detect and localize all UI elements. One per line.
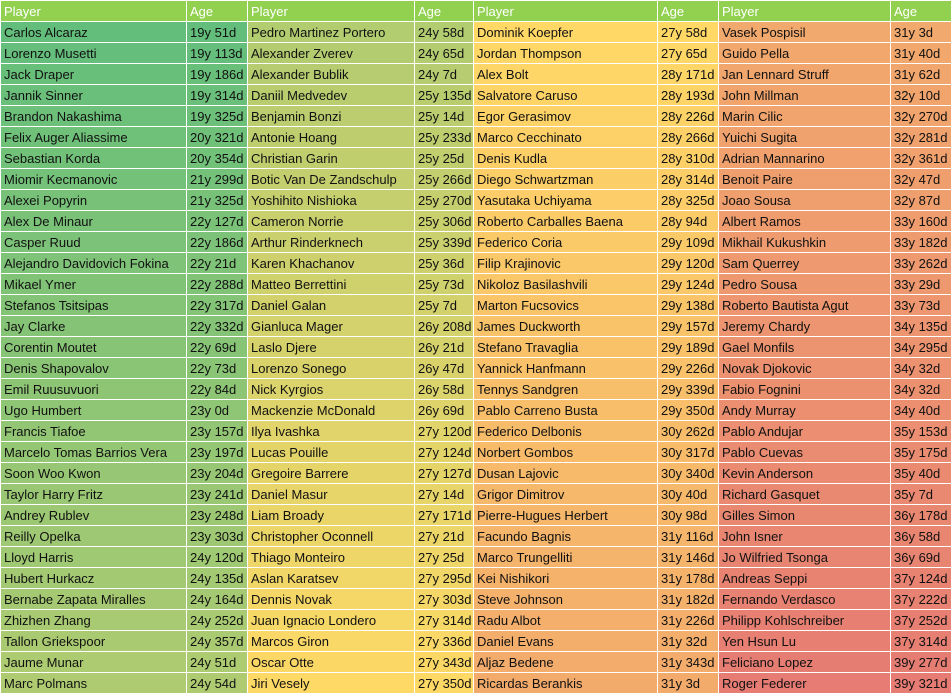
player-name-cell[interactable]: Stefano Travaglia (474, 337, 658, 358)
player-name-cell[interactable]: Pedro Martinez Portero (248, 22, 415, 43)
player-age-cell[interactable]: 30y 98d (658, 505, 719, 526)
player-age-cell[interactable]: 32y 87d (891, 190, 951, 211)
table-row (1, 547, 951, 568)
player-age-cell[interactable]: 35y 40d (891, 463, 951, 484)
player-name-cell[interactable]: Alexander Zverev (248, 43, 415, 64)
player-age-cell[interactable]: 25y 73d (415, 274, 474, 295)
player-name-cell[interactable]: Roberto Bautista Agut (719, 295, 891, 316)
player-name-cell[interactable]: Dennis Novak (248, 589, 415, 610)
table-row (1, 631, 951, 652)
player-name-cell[interactable]: Felix Auger Aliassime (1, 127, 187, 148)
table-row (1, 169, 951, 190)
player-name-cell[interactable]: Alex Bolt (474, 64, 658, 85)
player-name-cell[interactable]: Gael Monfils (719, 337, 891, 358)
player-age-cell[interactable]: 19y 113d (187, 43, 248, 64)
player-name-cell[interactable]: Nick Kyrgios (248, 379, 415, 400)
player-name-cell[interactable]: Albert Ramos (719, 211, 891, 232)
player-age-cell[interactable]: 31y 3d (658, 673, 719, 694)
player-name-cell[interactable]: Joao Sousa (719, 190, 891, 211)
player-name-cell[interactable]: Mackenzie McDonald (248, 400, 415, 421)
player-name-cell[interactable]: Federico Coria (474, 232, 658, 253)
player-name-cell[interactable]: Pierre-Hugues Herbert (474, 505, 658, 526)
player-age-cell[interactable]: 25y 266d (415, 169, 474, 190)
player-age-cell[interactable]: 28y 266d (658, 127, 719, 148)
player-age-cell[interactable]: 32y 281d (891, 127, 951, 148)
player-name-cell[interactable]: Jo Wilfried Tsonga (719, 547, 891, 568)
player-age-cell[interactable]: 31y 182d (658, 589, 719, 610)
player-header[interactable]: Player (1, 1, 187, 22)
player-name-cell[interactable]: Filip Krajinovic (474, 253, 658, 274)
age-header[interactable]: Age (415, 1, 474, 22)
player-name-cell[interactable]: Norbert Gombos (474, 442, 658, 463)
player-age-cell[interactable]: 24y 7d (415, 64, 474, 85)
table-row (1, 190, 951, 211)
player-age-cell[interactable]: 33y 262d (891, 253, 951, 274)
player-age-cell[interactable]: 27y 314d (415, 610, 474, 631)
player-name-cell[interactable]: Gilles Simon (719, 505, 891, 526)
player-age-cell[interactable]: 31y 62d (891, 64, 951, 85)
player-name-cell[interactable]: Matteo Berrettini (248, 274, 415, 295)
player-age-cell[interactable]: 30y 262d (658, 421, 719, 442)
player-name-cell[interactable]: Yannick Hanfmann (474, 358, 658, 379)
table-row (1, 337, 951, 358)
player-age-cell[interactable]: 35y 175d (891, 442, 951, 463)
player-age-cell[interactable]: 29y 350d (658, 400, 719, 421)
player-age-cell[interactable]: 21y 325d (187, 190, 248, 211)
player-name-cell[interactable]: Daniel Evans (474, 631, 658, 652)
player-age-cell[interactable]: 31y 3d (891, 22, 951, 43)
player-name-cell[interactable]: Jaume Munar (1, 652, 187, 673)
player-name-cell[interactable]: Alex De Minaur (1, 211, 187, 232)
player-name-cell[interactable]: Andreas Seppi (719, 568, 891, 589)
player-name-cell[interactable]: Tennys Sandgren (474, 379, 658, 400)
player-age-cell[interactable]: 28y 325d (658, 190, 719, 211)
player-name-cell[interactable]: Roberto Carballes Baena (474, 211, 658, 232)
player-name-cell[interactable]: Yuichi Sugita (719, 127, 891, 148)
table-row (1, 589, 951, 610)
player-name-cell[interactable]: Aslan Karatsev (248, 568, 415, 589)
player-age-cell[interactable]: 23y 303d (187, 526, 248, 547)
player-age-cell[interactable]: 27y 14d (415, 484, 474, 505)
player-name-cell[interactable]: Marc Polmans (1, 673, 187, 694)
player-name-cell[interactable]: Vasek Pospisil (719, 22, 891, 43)
player-name-cell[interactable]: Benjamin Bonzi (248, 106, 415, 127)
table-row (1, 22, 951, 43)
player-name-cell[interactable]: Federico Delbonis (474, 421, 658, 442)
player-name-cell[interactable]: Bernabe Zapata Miralles (1, 589, 187, 610)
player-age-cell[interactable]: 27y 336d (415, 631, 474, 652)
player-age-cell[interactable]: 33y 73d (891, 295, 951, 316)
player-name-cell[interactable]: Pablo Cuevas (719, 442, 891, 463)
player-name-cell[interactable]: Stefanos Tsitsipas (1, 295, 187, 316)
player-age-cell[interactable]: 19y 314d (187, 85, 248, 106)
player-age-cell[interactable]: 33y 29d (891, 274, 951, 295)
player-name-cell[interactable]: Arthur Rinderknech (248, 232, 415, 253)
player-age-cell[interactable]: 27y 25d (415, 547, 474, 568)
table-row (1, 295, 951, 316)
table-row (1, 673, 951, 694)
player-age-cell[interactable]: 37y 252d (891, 610, 951, 631)
player-age-cell[interactable]: 23y 157d (187, 421, 248, 442)
player-age-cell[interactable]: 29y 109d (658, 232, 719, 253)
player-name-cell[interactable]: Reilly Opelka (1, 526, 187, 547)
player-name-cell[interactable]: Steve Johnson (474, 589, 658, 610)
player-age-cell[interactable]: 30y 317d (658, 442, 719, 463)
player-name-cell[interactable]: Aljaz Bedene (474, 652, 658, 673)
player-name-cell[interactable]: Yen Hsun Lu (719, 631, 891, 652)
player-age-cell[interactable]: 37y 314d (891, 631, 951, 652)
player-name-cell[interactable]: Denis Shapovalov (1, 358, 187, 379)
player-age-cell[interactable]: 26y 21d (415, 337, 474, 358)
player-age-cell[interactable]: 22y 288d (187, 274, 248, 295)
player-name-cell[interactable]: Adrian Mannarino (719, 148, 891, 169)
player-name-cell[interactable]: Zhizhen Zhang (1, 610, 187, 631)
player-header[interactable]: Player (474, 1, 658, 22)
player-age-cell[interactable]: 37y 222d (891, 589, 951, 610)
player-age-cell[interactable]: 25y 339d (415, 232, 474, 253)
player-age-cell[interactable]: 34y 40d (891, 400, 951, 421)
player-age-cell[interactable]: 39y 321d (891, 673, 951, 694)
player-name-cell[interactable]: Roger Federer (719, 673, 891, 694)
player-name-cell[interactable]: Karen Khachanov (248, 253, 415, 274)
player-name-cell[interactable]: Emil Ruusuvuori (1, 379, 187, 400)
player-name-cell[interactable]: Philipp Kohlschreiber (719, 610, 891, 631)
player-name-cell[interactable]: Mikhail Kukushkin (719, 232, 891, 253)
table-row (1, 85, 951, 106)
player-age-cell[interactable]: 26y 58d (415, 379, 474, 400)
player-name-cell[interactable]: Christian Garin (248, 148, 415, 169)
player-name-cell[interactable]: John Isner (719, 526, 891, 547)
player-age-cell[interactable]: 21y 299d (187, 169, 248, 190)
table-row (1, 211, 951, 232)
table-row (1, 379, 951, 400)
player-name-cell[interactable]: Kei Nishikori (474, 568, 658, 589)
age-header[interactable]: Age (187, 1, 248, 22)
player-age-cell[interactable]: 22y 69d (187, 337, 248, 358)
player-name-cell[interactable]: Dominik Koepfer (474, 22, 658, 43)
player-name-cell[interactable]: John Millman (719, 85, 891, 106)
player-age-cell[interactable]: 24y 54d (187, 673, 248, 694)
player-age-cell[interactable]: 32y 270d (891, 106, 951, 127)
player-name-cell[interactable]: Marco Cecchinato (474, 127, 658, 148)
player-name-cell[interactable]: Marton Fucsovics (474, 295, 658, 316)
player-age-cell[interactable]: 23y 241d (187, 484, 248, 505)
player-name-cell[interactable]: Soon Woo Kwon (1, 463, 187, 484)
player-name-cell[interactable]: Tallon Griekspoor (1, 631, 187, 652)
player-age-cell[interactable]: 29y 189d (658, 337, 719, 358)
player-name-cell[interactable]: Juan Ignacio Londero (248, 610, 415, 631)
player-age-cell[interactable]: 25y 233d (415, 127, 474, 148)
player-name-cell[interactable]: Lloyd Harris (1, 547, 187, 568)
player-name-cell[interactable]: Cameron Norrie (248, 211, 415, 232)
player-age-cell[interactable]: 28y 193d (658, 85, 719, 106)
player-name-cell[interactable]: Radu Albot (474, 610, 658, 631)
table-row (1, 400, 951, 421)
player-name-cell[interactable]: Gregoire Barrere (248, 463, 415, 484)
player-name-cell[interactable]: Lorenzo Musetti (1, 43, 187, 64)
player-name-cell[interactable]: Gianluca Mager (248, 316, 415, 337)
player-age-cell[interactable]: 22y 84d (187, 379, 248, 400)
player-age-cell[interactable]: 22y 21d (187, 253, 248, 274)
player-name-cell[interactable]: Hubert Hurkacz (1, 568, 187, 589)
player-age-cell[interactable]: 31y 32d (658, 631, 719, 652)
player-age-cell[interactable]: 33y 160d (891, 211, 951, 232)
player-age-cell[interactable]: 24y 357d (187, 631, 248, 652)
player-age-cell[interactable]: 20y 321d (187, 127, 248, 148)
player-name-cell[interactable]: Jannik Sinner (1, 85, 187, 106)
table-row (1, 610, 951, 631)
player-age-cell[interactable]: 36y 58d (891, 526, 951, 547)
player-age-cell[interactable]: 29y 138d (658, 295, 719, 316)
player-name-cell[interactable]: Guido Pella (719, 43, 891, 64)
table-row (1, 358, 951, 379)
table-row (1, 568, 951, 589)
player-age-cell[interactable]: 24y 164d (187, 589, 248, 610)
table-row (1, 316, 951, 337)
player-name-cell[interactable]: Corentin Moutet (1, 337, 187, 358)
player-name-cell[interactable]: Jiri Vesely (248, 673, 415, 694)
player-name-cell[interactable]: Jan Lennard Struff (719, 64, 891, 85)
player-name-cell[interactable]: Pedro Sousa (719, 274, 891, 295)
player-name-cell[interactable]: Facundo Bagnis (474, 526, 658, 547)
player-name-cell[interactable]: Yasutaka Uchiyama (474, 190, 658, 211)
player-age-cell[interactable]: 32y 10d (891, 85, 951, 106)
player-name-cell[interactable]: Fabio Fognini (719, 379, 891, 400)
player-age-cell[interactable]: 24y 120d (187, 547, 248, 568)
player-name-cell[interactable]: Mikael Ymer (1, 274, 187, 295)
player-age-cell[interactable]: 30y 40d (658, 484, 719, 505)
header-row (1, 1, 951, 22)
player-age-cell[interactable]: 34y 295d (891, 337, 951, 358)
player-name-cell[interactable]: Ricardas Berankis (474, 673, 658, 694)
player-age-cell[interactable]: 25y 25d (415, 148, 474, 169)
player-name-cell[interactable]: Kevin Anderson (719, 463, 891, 484)
player-age-cell[interactable]: 22y 186d (187, 232, 248, 253)
player-age-cell[interactable]: 28y 310d (658, 148, 719, 169)
player-age-cell[interactable]: 31y 116d (658, 526, 719, 547)
player-name-cell[interactable]: Yoshihito Nishioka (248, 190, 415, 211)
player-name-cell[interactable]: Ugo Humbert (1, 400, 187, 421)
player-name-cell[interactable]: Benoit Paire (719, 169, 891, 190)
player-name-cell[interactable]: Marcos Giron (248, 631, 415, 652)
player-name-cell[interactable]: Grigor Dimitrov (474, 484, 658, 505)
player-age-cell[interactable]: 27y 350d (415, 673, 474, 694)
player-name-cell[interactable]: Liam Broady (248, 505, 415, 526)
player-header[interactable]: Player (248, 1, 415, 22)
player-age-cell[interactable]: 29y 226d (658, 358, 719, 379)
player-age-cell[interactable]: 28y 226d (658, 106, 719, 127)
age-header[interactable]: Age (658, 1, 719, 22)
player-age-cell[interactable]: 35y 153d (891, 421, 951, 442)
table-row (1, 484, 951, 505)
player-age-cell[interactable]: 23y 0d (187, 400, 248, 421)
player-name-cell[interactable]: James Duckworth (474, 316, 658, 337)
player-name-cell[interactable]: Miomir Kecmanovic (1, 169, 187, 190)
player-age-cell[interactable]: 30y 340d (658, 463, 719, 484)
player-name-cell[interactable]: Thiago Monteiro (248, 547, 415, 568)
player-name-cell[interactable]: Carlos Alcaraz (1, 22, 187, 43)
player-name-cell[interactable]: Dusan Lajovic (474, 463, 658, 484)
player-name-cell[interactable]: Pablo Andujar (719, 421, 891, 442)
player-age-cell[interactable]: 25y 14d (415, 106, 474, 127)
player-age-cell[interactable]: 29y 339d (658, 379, 719, 400)
player-age-cell[interactable]: 20y 354d (187, 148, 248, 169)
player-name-cell[interactable]: Nikoloz Basilashvili (474, 274, 658, 295)
player-age-cell[interactable]: 27y 127d (415, 463, 474, 484)
player-name-cell[interactable]: Laslo Djere (248, 337, 415, 358)
player-name-cell[interactable]: Egor Gerasimov (474, 106, 658, 127)
player-name-cell[interactable]: Alexander Bublik (248, 64, 415, 85)
player-age-cell[interactable]: 31y 146d (658, 547, 719, 568)
table-row (1, 463, 951, 484)
player-age-cell[interactable]: 27y 65d (658, 43, 719, 64)
player-age-cell[interactable]: 25y 135d (415, 85, 474, 106)
player-name-cell[interactable]: Sebastian Korda (1, 148, 187, 169)
player-age-cell[interactable]: 24y 65d (415, 43, 474, 64)
player-name-cell[interactable]: Brandon Nakashima (1, 106, 187, 127)
player-name-cell[interactable]: Jack Draper (1, 64, 187, 85)
table-row (1, 148, 951, 169)
player-age-cell[interactable]: 19y 186d (187, 64, 248, 85)
player-name-cell[interactable]: Diego Schwartzman (474, 169, 658, 190)
player-age-cell[interactable]: 27y 21d (415, 526, 474, 547)
player-age-cell[interactable]: 32y 47d (891, 169, 951, 190)
player-age-cell[interactable]: 22y 317d (187, 295, 248, 316)
player-age-cell[interactable]: 26y 69d (415, 400, 474, 421)
player-age-cell[interactable]: 31y 40d (891, 43, 951, 64)
player-age-cell[interactable]: 36y 178d (891, 505, 951, 526)
player-name-cell[interactable]: Marin Cilic (719, 106, 891, 127)
player-age-cell[interactable]: 25y 270d (415, 190, 474, 211)
player-age-cell[interactable]: 36y 69d (891, 547, 951, 568)
player-age-cell[interactable]: 28y 171d (658, 64, 719, 85)
player-age-cell[interactable]: 22y 73d (187, 358, 248, 379)
player-age-cell[interactable]: 28y 94d (658, 211, 719, 232)
table-row (1, 505, 951, 526)
player-age-cell[interactable]: 32y 361d (891, 148, 951, 169)
player-age-cell[interactable]: 29y 157d (658, 316, 719, 337)
player-age-cell[interactable]: 24y 58d (415, 22, 474, 43)
table-row (1, 232, 951, 253)
player-age-cell[interactable]: 27y 124d (415, 442, 474, 463)
player-age-cell[interactable]: 23y 248d (187, 505, 248, 526)
player-age-cell[interactable]: 24y 51d (187, 652, 248, 673)
table-row (1, 526, 951, 547)
player-age-cell[interactable]: 22y 127d (187, 211, 248, 232)
player-age-cell[interactable]: 26y 208d (415, 316, 474, 337)
player-name-cell[interactable]: Francis Tiafoe (1, 421, 187, 442)
player-name-cell[interactable]: Christopher Oconnell (248, 526, 415, 547)
player-name-cell[interactable]: Alejandro Davidovich Fokina (1, 253, 187, 274)
player-name-cell[interactable]: Ilya Ivashka (248, 421, 415, 442)
player-age-cell[interactable]: 39y 277d (891, 652, 951, 673)
player-age-cell[interactable]: 34y 135d (891, 316, 951, 337)
player-age-cell[interactable]: 28y 314d (658, 169, 719, 190)
age-header[interactable]: Age (891, 1, 951, 22)
player-name-cell[interactable]: Jordan Thompson (474, 43, 658, 64)
player-age-cell[interactable]: 31y 226d (658, 610, 719, 631)
player-name-cell[interactable]: Richard Gasquet (719, 484, 891, 505)
player-age-cell[interactable]: 29y 120d (658, 253, 719, 274)
table-row (1, 106, 951, 127)
player-name-cell[interactable]: Alexei Popyrin (1, 190, 187, 211)
player-name-cell[interactable]: Taylor Harry Fritz (1, 484, 187, 505)
player-header[interactable]: Player (719, 1, 891, 22)
player-age-cell[interactable]: 26y 47d (415, 358, 474, 379)
player-name-cell[interactable]: Daniel Masur (248, 484, 415, 505)
player-name-cell[interactable]: Sam Querrey (719, 253, 891, 274)
player-name-cell[interactable]: Jay Clarke (1, 316, 187, 337)
player-age-cell[interactable]: 35y 7d (891, 484, 951, 505)
table-row (1, 652, 951, 673)
player-age-cell[interactable]: 33y 182d (891, 232, 951, 253)
player-name-cell[interactable]: Novak Djokovic (719, 358, 891, 379)
table-row (1, 43, 951, 64)
player-age-cell[interactable]: 19y 51d (187, 22, 248, 43)
player-age-cell[interactable]: 23y 204d (187, 463, 248, 484)
player-age-cell[interactable]: 27y 120d (415, 421, 474, 442)
table-row (1, 127, 951, 148)
player-age-cell[interactable]: 31y 343d (658, 652, 719, 673)
player-name-cell[interactable]: Marcelo Tomas Barrios Vera (1, 442, 187, 463)
player-age-cell[interactable]: 25y 36d (415, 253, 474, 274)
player-age-cell[interactable]: 37y 124d (891, 568, 951, 589)
player-name-cell[interactable]: Lorenzo Sonego (248, 358, 415, 379)
player-age-cell[interactable]: 27y 303d (415, 589, 474, 610)
table-row (1, 253, 951, 274)
player-name-cell[interactable]: Botic Van De Zandschulp (248, 169, 415, 190)
player-age-cell[interactable]: 34y 32d (891, 358, 951, 379)
player-name-cell[interactable]: Daniil Medvedev (248, 85, 415, 106)
player-age-cell[interactable]: 27y 171d (415, 505, 474, 526)
player-name-cell[interactable]: Andrey Rublev (1, 505, 187, 526)
player-age-cell[interactable]: 25y 306d (415, 211, 474, 232)
player-name-cell[interactable]: Antonie Hoang (248, 127, 415, 148)
player-age-cell[interactable]: 25y 7d (415, 295, 474, 316)
player-age-cell[interactable]: 27y 58d (658, 22, 719, 43)
player-name-cell[interactable]: Denis Kudla (474, 148, 658, 169)
player-name-cell[interactable]: Jeremy Chardy (719, 316, 891, 337)
player-name-cell[interactable]: Feliciano Lopez (719, 652, 891, 673)
player-name-cell[interactable]: Pablo Carreno Busta (474, 400, 658, 421)
player-name-cell[interactable]: Andy Murray (719, 400, 891, 421)
player-age-cell[interactable]: 34y 32d (891, 379, 951, 400)
player-age-cell[interactable]: 23y 197d (187, 442, 248, 463)
player-age-cell[interactable]: 24y 252d (187, 610, 248, 631)
player-age-cell[interactable]: 24y 135d (187, 568, 248, 589)
player-age-cell[interactable]: 27y 295d (415, 568, 474, 589)
player-age-cell[interactable]: 29y 124d (658, 274, 719, 295)
player-age-cell[interactable]: 31y 178d (658, 568, 719, 589)
player-name-cell[interactable]: Daniel Galan (248, 295, 415, 316)
table-row (1, 442, 951, 463)
player-age-cell[interactable]: 27y 343d (415, 652, 474, 673)
table-row (1, 64, 951, 85)
player-name-cell[interactable]: Lucas Pouille (248, 442, 415, 463)
player-name-cell[interactable]: Oscar Otte (248, 652, 415, 673)
player-age-cell[interactable]: 22y 332d (187, 316, 248, 337)
player-name-cell[interactable]: Marco Trungelliti (474, 547, 658, 568)
table-row (1, 421, 951, 442)
table-row (1, 274, 951, 295)
player-name-cell[interactable]: Fernando Verdasco (719, 589, 891, 610)
player-age-cell[interactable]: 19y 325d (187, 106, 248, 127)
player-name-cell[interactable]: Salvatore Caruso (474, 85, 658, 106)
player-name-cell[interactable]: Casper Ruud (1, 232, 187, 253)
